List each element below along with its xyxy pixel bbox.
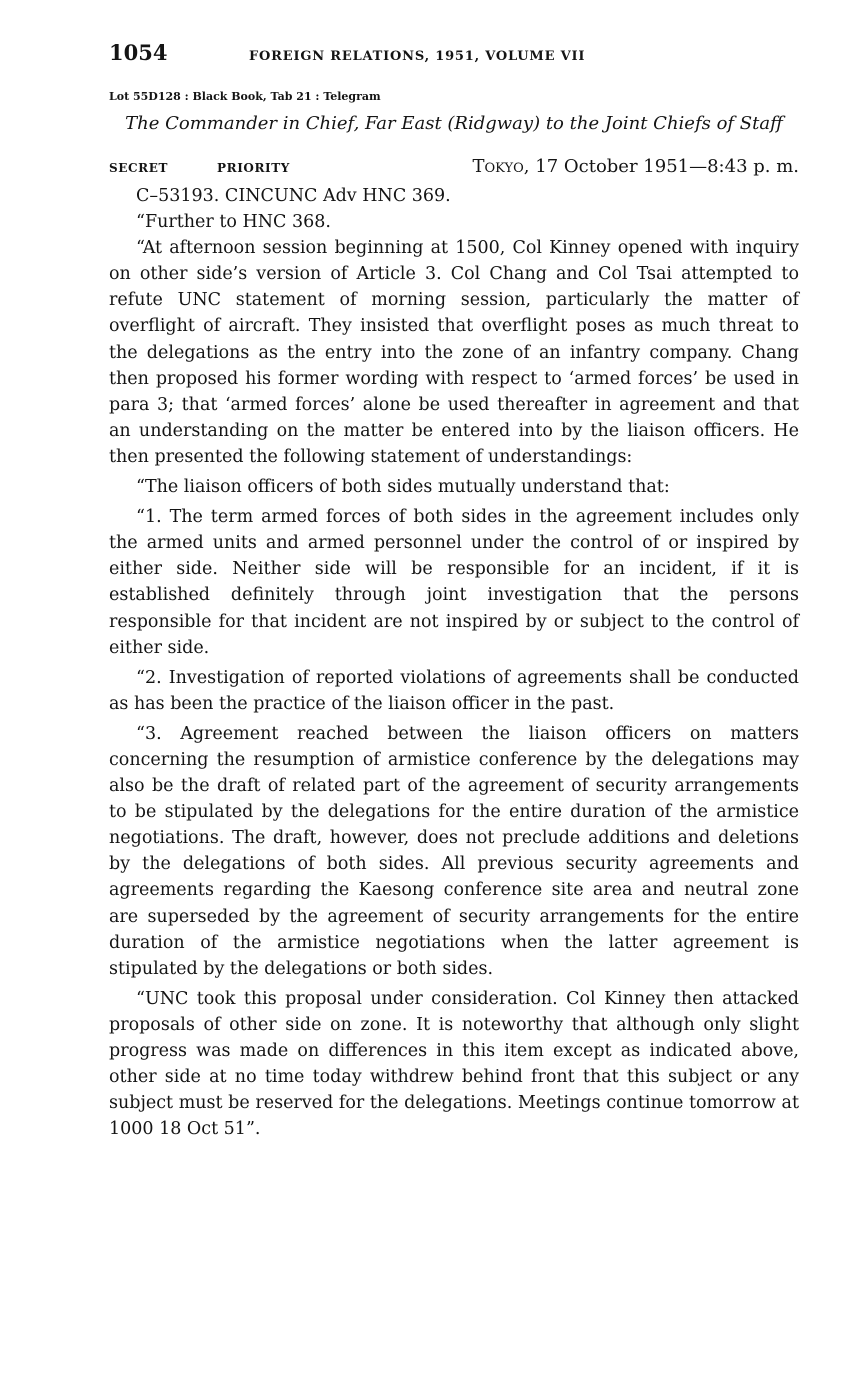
- paragraph: “At afternoon session beginning at 1500, Col Kinney opened with inquiry on other side’s version of Article 3. Col Chang and Col Tsai attempted to refute UNC statement of morning session, particularly the matter of overflight of aircraft. They insisted that overflight poses as much threat to the delegations as the entry into the zone of an infantry company. Chang then proposed his former wording with respect to ‘armed forces’ be used in para 3; that ‘armed forces’ alone be used thereafter in agreement and that an understanding on the matter be entered into by the liaison officers. He then presented the following statement of understandings:: [109, 238, 799, 467]
- reference-line: C–53193. CINCUNC Adv HNC 369.: [136, 186, 451, 206]
- dateline-row: [109, 156, 799, 177]
- dateline-place: Tokyo,: [472, 156, 530, 177]
- paragraph: “UNC took this proposal under consideration. Col Kinney then attacked proposals of other side on zone. It is noteworthy that although only slight progress was made on differences in this item except as indicated above, other side at no time today withdrew behind front that this subject or any subject must be reserved for the delegations. Meetings continue tomorrow at 1000 18 Oct 51”.: [109, 988, 799, 1140]
- paragraph: “Further to HNC 368.: [136, 212, 331, 233]
- dateline: [425, 156, 799, 177]
- page-number: 1054: [109, 40, 168, 65]
- understanding-item-1: “1. The term armed forces of both sides in the agreement includes only the armed units and armed personnel under the control of or inspired by either side. Neither side will be responsible for an incident, if it is established definitely through joint investigation that the persons responsible for that incident are not inspired by or subject to the control of either side.: [109, 507, 799, 658]
- source-note: Lot 55D128 : Black Book, Tab 21 : Telegram: [109, 90, 381, 103]
- paragraph: “The liaison officers of both sides mutually understand that:: [136, 477, 670, 498]
- classification-label: SECRET: [109, 161, 169, 175]
- priority-label: PRIORITY: [217, 161, 290, 175]
- telegram-body: [109, 183, 799, 1142]
- running-head: FOREIGN RELATIONS, 1951, VOLUME VII: [249, 49, 586, 64]
- understanding-item-3: “3. Agreement reached between the liaison officers on matters concerning the resumption of armistice conference by the delegations may also be the draft of related part of the agreement of security arrangements to be stipulated by the delegations for the entire duration of the armistice negotiations. The draft, however, does not preclude additions and deletions by the delegations of both sides. All previous security agreements and agreements regarding the Kaesong conference site area and neutral zone are superseded by the agreement of security arrangements for the entire duration of the armistice negotiations when the latter agreement is stipulated by the delegations or both sides.: [109, 723, 799, 979]
- document-title: The Commander in Chief, Far East (Ridgway) to the Joint Chiefs of Staff: [125, 113, 783, 134]
- dateline-date-time: 17 October 1951—8:43 p. m.: [535, 156, 799, 177]
- understanding-item-2: “2. Investigation of reported violations of agreements shall be conducted as has been the practice of the liaison officer in the past.: [109, 667, 799, 714]
- page-header: [109, 40, 799, 76]
- document-page: [109, 40, 799, 1142]
